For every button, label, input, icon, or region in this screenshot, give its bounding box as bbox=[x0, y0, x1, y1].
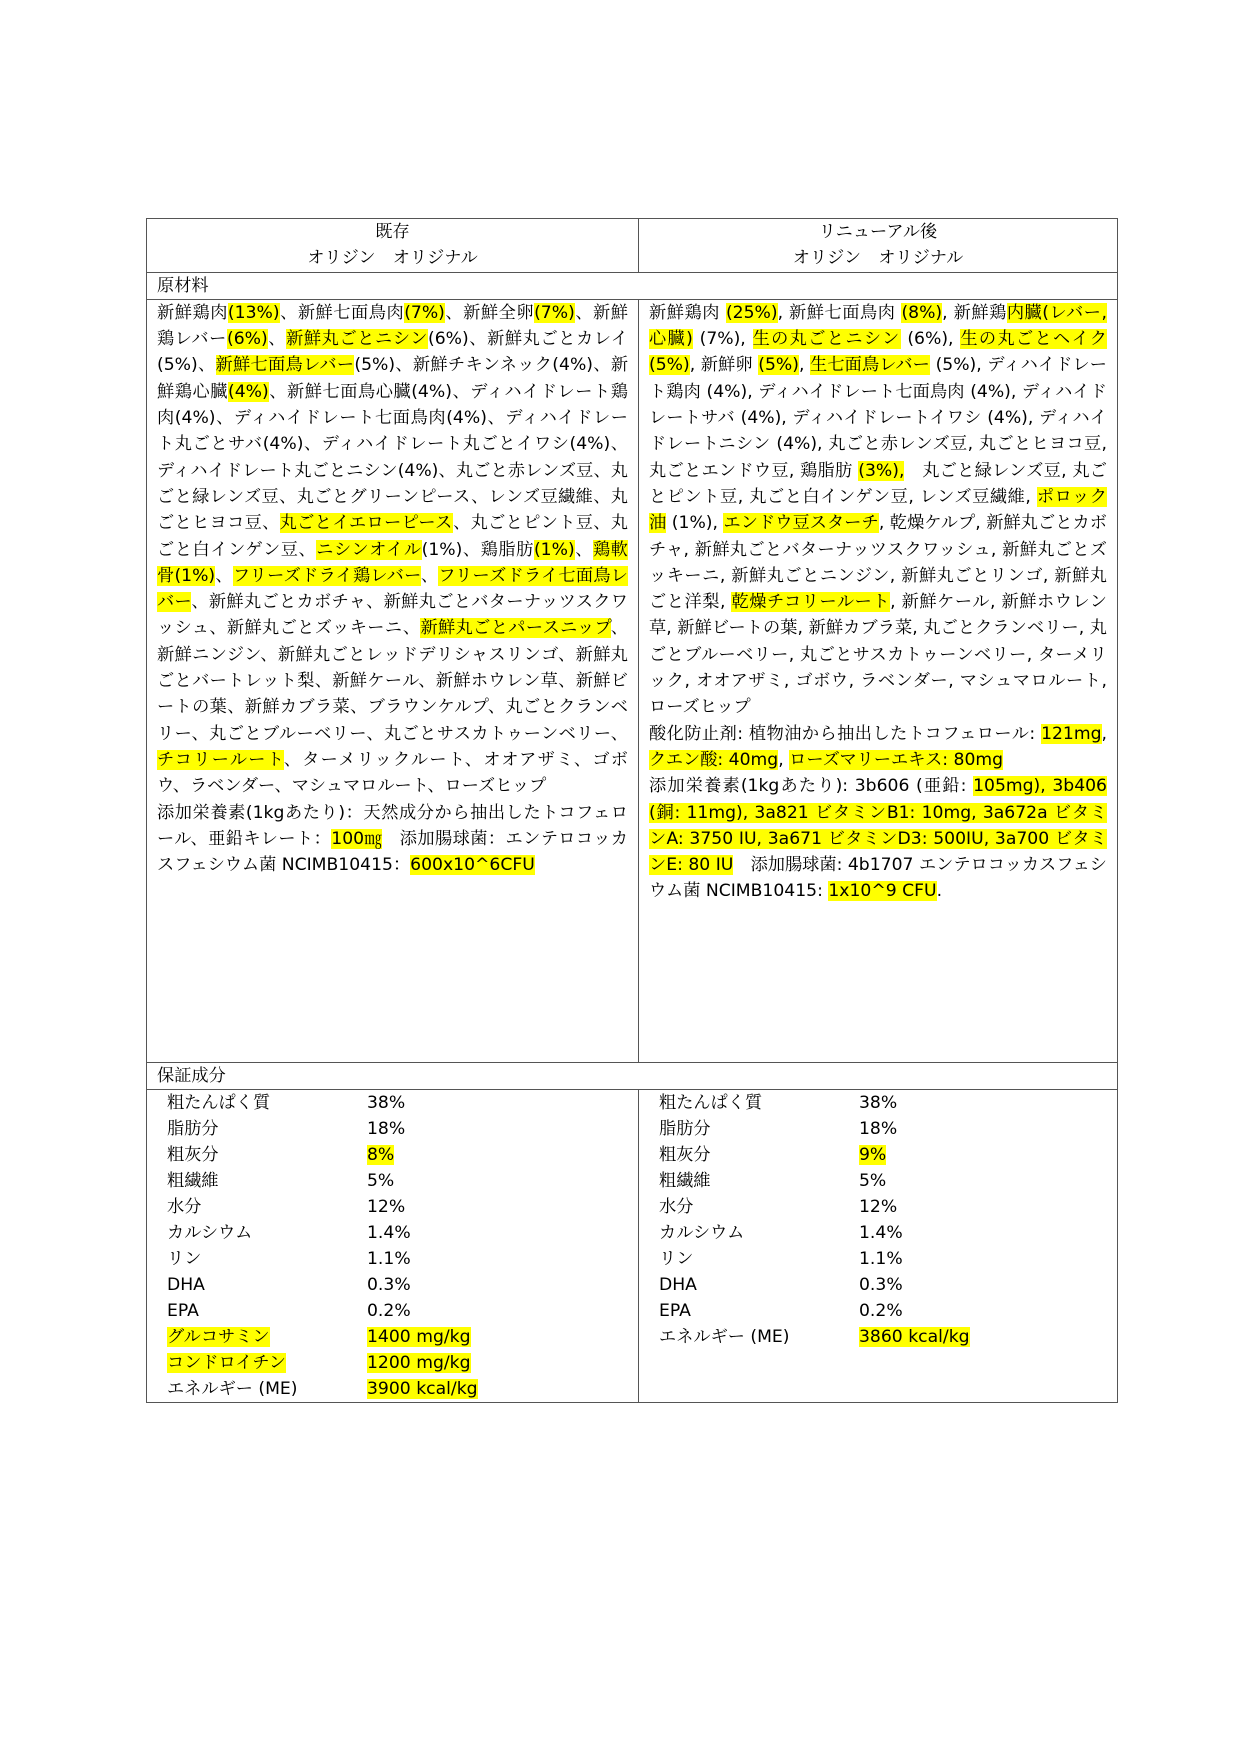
guarantee-label: 保証成分 bbox=[147, 1062, 1118, 1089]
guarantee-value-text: 18% bbox=[859, 1119, 898, 1140]
ingredient-text: 、ターメリックルート、オオアザミ、ゴボウ、ラベンダー、マシュマロルート、ローズヒップ bbox=[157, 749, 628, 797]
highlighted-text: エンドウ豆スターチ bbox=[723, 513, 879, 534]
header-right-line1: リニューアル後 bbox=[818, 222, 938, 242]
ingredient-text: 丸ごと緑レンズ豆, 丸ごとピント豆, 丸ごと白インゲン豆, レンズ豆繊維, bbox=[649, 460, 1107, 507]
guarantee-value-text: 0.3% bbox=[859, 1275, 903, 1296]
guarantee-name-text: リン bbox=[167, 1249, 202, 1270]
guarantee-item bbox=[649, 1142, 1107, 1168]
guarantee-name bbox=[157, 1298, 367, 1324]
ingredient-text: 、新鮮全卵 bbox=[444, 302, 535, 323]
ingredients-label-row bbox=[147, 272, 1118, 299]
guarantee-name bbox=[157, 1090, 367, 1116]
guarantee-item bbox=[157, 1298, 628, 1324]
ingredient-text: 添加腸球菌：エンテロコッカスフェシウム菌 NCIMB10415： bbox=[157, 828, 628, 876]
guarantee-value bbox=[859, 1194, 1107, 1220]
guarantee-name-text: リン bbox=[659, 1249, 694, 1270]
highlighted-text: (25%) bbox=[725, 302, 778, 323]
guarantee-name-text: 水分 bbox=[167, 1197, 202, 1218]
guarantee-value-text: 1200 mg/kg bbox=[367, 1353, 471, 1374]
guarantee-value bbox=[367, 1246, 628, 1272]
guarantee-value bbox=[367, 1376, 628, 1402]
guarantee-value-text: 5% bbox=[859, 1171, 887, 1192]
ingredients-left bbox=[147, 299, 639, 1062]
guarantee-item bbox=[157, 1272, 628, 1298]
highlighted-text: フリーズドライ七面鳥レバー bbox=[157, 565, 628, 613]
guarantee-name-text: 脂肪分 bbox=[659, 1119, 711, 1140]
ingredient-text: , 乾燥ケルプ, 新鮮丸ごとカボチャ, 新鮮丸ごとバターナッツスクワッシュ, 新鮮丸ごとズッキーニ, 新鮮丸ごとニンジン, 新鮮丸ごとリンゴ, 新鮮丸ごと洋梨, bbox=[649, 513, 1107, 613]
guarantee-name-text: グルコサミン bbox=[167, 1327, 270, 1348]
comparison-table bbox=[146, 218, 1118, 1403]
header-row bbox=[147, 219, 1118, 273]
guarantee-item bbox=[649, 1298, 1107, 1324]
highlighted-text: ローズマリーエキス: 80mg bbox=[789, 749, 1004, 770]
ingredient-text: , bbox=[778, 749, 790, 770]
guarantee-item bbox=[649, 1116, 1107, 1142]
guarantee-name bbox=[649, 1324, 859, 1350]
guarantee-name bbox=[157, 1220, 367, 1246]
header-right-line2: オリジン オリジナル bbox=[792, 248, 964, 269]
guarantee-name bbox=[649, 1220, 859, 1246]
ingredient-text: , 新鮮卵 bbox=[689, 355, 759, 376]
ingredient-text: (5%), ディハイドレート鶏肉 (4%), ディハイドレート七面鳥肉 (4%), ディハイドレートサバ (4%), ディハイドレートイワシ (4%), ディハイドレートニシン (4%), 丸ごと赤レンズ豆, 丸ごとヒヨコ豆, 丸ごとエンドウ豆, 鶏脂肪 bbox=[649, 355, 1107, 481]
guarantee-value bbox=[367, 1220, 628, 1246]
guarantee-name bbox=[157, 1116, 367, 1142]
highlighted-text: 121mg bbox=[1041, 723, 1102, 744]
guarantee-name bbox=[649, 1298, 859, 1324]
ingredients-label: 原材料 bbox=[147, 272, 1118, 299]
guarantee-item bbox=[649, 1220, 1107, 1246]
guarantee-value-text: 8% bbox=[367, 1145, 395, 1166]
guarantee-name bbox=[649, 1194, 859, 1220]
guarantee-name-text: エネルギー (ME) bbox=[659, 1327, 790, 1348]
ingredient-text: (1%)、鶏脂肪 bbox=[421, 539, 534, 560]
guarantee-value-text: 1.1% bbox=[859, 1249, 903, 1270]
guarantee-name bbox=[157, 1272, 367, 1298]
ingredient-text: 、新鮮丸ごとカボチャ、新鮮丸ごとバターナッツスクワッシュ、新鮮丸ごとズッキーニ、 bbox=[157, 592, 628, 639]
guarantee-value-text: 9% bbox=[859, 1145, 887, 1166]
header-left-line1: 既存 bbox=[375, 222, 410, 242]
guarantee-value-text: 3860 kcal/kg bbox=[859, 1327, 970, 1348]
guarantee-item bbox=[157, 1168, 628, 1194]
guarantee-value bbox=[859, 1168, 1107, 1194]
guarantee-value bbox=[859, 1142, 1107, 1168]
ingredient-text: 、新鮮七面鳥心臓(4%)、ディハイドレート鶏肉(4%)、ディハイドレート七面鳥肉(4%)、ディハイドレート丸ごとサバ(4%)、ディハイドレート丸ごとイワシ(4%)、ディハイドレート丸ごとニシン(4%)、丸ごと赤レンズ豆、丸ごと緑レンズ豆、丸ごとグリーンピース、レンズ豆繊維、丸ごとヒヨコ豆、 bbox=[157, 381, 628, 534]
guarantee-name bbox=[157, 1350, 367, 1376]
guarantee-name bbox=[157, 1324, 367, 1350]
guarantee-value bbox=[367, 1272, 628, 1298]
guarantee-name-text: EPA bbox=[167, 1301, 199, 1322]
highlighted-text: 新鮮丸ごとニシン bbox=[286, 329, 429, 350]
guarantee-name-text: カルシウム bbox=[659, 1223, 745, 1244]
guarantee-value bbox=[367, 1168, 628, 1194]
ingredient-text: , bbox=[1101, 723, 1107, 744]
highlighted-text: 105mg), 3b406 (銅: 11mg), 3a821 ビタミンB1: 10mg, 3a672a ビタミンA: 3750 IU, 3a671 ビタミンD3: 500IU, 3a700 ビタミンE: 80 IU bbox=[649, 776, 1107, 876]
guarantee-value bbox=[367, 1324, 628, 1350]
highlighted-text: 鶏軟骨(1%) bbox=[157, 539, 628, 586]
guarantee-value bbox=[367, 1194, 628, 1220]
ingredient-text: (6%), bbox=[900, 329, 961, 350]
ingredients-row bbox=[147, 299, 1118, 1062]
ingredient-text: 、 bbox=[420, 565, 439, 586]
guarantee-name bbox=[649, 1142, 859, 1168]
highlighted-text: ポロック油 bbox=[649, 486, 1107, 534]
guarantee-right bbox=[639, 1090, 1118, 1403]
highlighted-text: 600x10^6CFU bbox=[410, 855, 535, 876]
highlighted-text: 新鮮丸ごとパースニップ bbox=[420, 618, 611, 639]
guarantee-value-text: 1.1% bbox=[367, 1249, 411, 1270]
guarantee-item bbox=[157, 1090, 628, 1116]
header-left-line2: オリジン オリジナル bbox=[307, 248, 478, 269]
guarantee-name-text: 粗繊維 bbox=[659, 1171, 711, 1192]
guarantee-row bbox=[147, 1090, 1118, 1403]
highlighted-text: 生七面鳥レバー bbox=[810, 355, 930, 376]
guarantee-value bbox=[859, 1220, 1107, 1246]
guarantee-left bbox=[147, 1090, 639, 1403]
guarantee-name-text: コンドロイチン bbox=[167, 1353, 286, 1374]
guarantee-name bbox=[649, 1246, 859, 1272]
ingredient-text: (6%)、新鮮丸ごとカレイ(5%)、 bbox=[157, 329, 628, 376]
guarantee-name bbox=[649, 1168, 859, 1194]
guarantee-name-text: 粗たんぱく質 bbox=[167, 1093, 271, 1114]
guarantee-name bbox=[649, 1272, 859, 1298]
guarantee-value-text: 3900 kcal/kg bbox=[367, 1379, 478, 1400]
highlighted-text: (3%), bbox=[858, 460, 905, 481]
ingredient-text: 添加栄養素(1kgあたり)：天然成分から抽出したトコフェロール、亜鉛キレート： bbox=[157, 802, 628, 849]
guarantee-item bbox=[649, 1090, 1107, 1116]
ingredient-text: 、新鮮ニンジン、新鮮丸ごとレッドデリシャスリンゴ、新鮮丸ごとバートレット梨、新鮮ケール、新鮮ホウレン草、新鮮ビートの葉、新鮮カブラ菜、ブラウンケルプ、丸ごとクランベリー、丸ごとブルーベリー、丸ごとサスカトゥーンベリー、 bbox=[157, 618, 628, 744]
guarantee-value-text: 5% bbox=[367, 1171, 395, 1192]
guarantee-item bbox=[157, 1194, 628, 1220]
guarantee-value-text: 0.2% bbox=[859, 1301, 903, 1322]
ingredient-text: (7%), bbox=[692, 329, 753, 350]
guarantee-value-text: 0.3% bbox=[367, 1275, 411, 1296]
highlighted-text: 丸ごとイエローピース bbox=[279, 513, 454, 534]
ingredient-text: 、 bbox=[267, 329, 287, 350]
highlighted-text: クエン酸: 40mg bbox=[649, 749, 779, 770]
guarantee-value-text: 18% bbox=[367, 1119, 406, 1140]
guarantee-name bbox=[157, 1246, 367, 1272]
ingredient-text: (5%)、新鮮チキンネック(4%)、新鮮鶏心臓 bbox=[157, 355, 629, 402]
guarantee-item bbox=[157, 1220, 628, 1246]
highlighted-text: 100㎎ bbox=[331, 828, 383, 849]
guarantee-item bbox=[157, 1246, 628, 1272]
guarantee-name-text: カルシウム bbox=[167, 1223, 253, 1244]
guarantee-item bbox=[649, 1168, 1107, 1194]
highlighted-text: (1%) bbox=[533, 539, 575, 560]
guarantee-item bbox=[649, 1194, 1107, 1220]
highlighted-text: (6%) bbox=[226, 329, 268, 350]
guarantee-label-row bbox=[147, 1062, 1118, 1089]
ingredient-text: 、新鮮鶏レバー bbox=[157, 302, 628, 350]
guarantee-name bbox=[649, 1090, 859, 1116]
guarantee-value bbox=[367, 1350, 628, 1376]
guarantee-name-text: 粗灰分 bbox=[659, 1145, 711, 1166]
highlighted-text: 新鮮七面鳥レバー bbox=[215, 355, 355, 376]
highlighted-text: 生の丸ごとヘイク(5%) bbox=[649, 329, 1107, 376]
guarantee-name bbox=[157, 1142, 367, 1168]
guarantee-value bbox=[859, 1298, 1107, 1324]
ingredient-text: 添加腸球菌: 4b1707 エンテロコッカスフェシウム菌 NCIMB10415: bbox=[649, 855, 1107, 902]
ingredient-text: 酸化防止剤: 植物油から抽出したトコフェロール: bbox=[649, 723, 1042, 744]
guarantee-name-text: エネルギー (ME) bbox=[167, 1379, 298, 1400]
highlighted-text: 1x10^9 CFU bbox=[828, 881, 937, 902]
guarantee-value bbox=[859, 1116, 1107, 1142]
guarantee-item bbox=[649, 1272, 1107, 1298]
guarantee-value-text: 1400 mg/kg bbox=[367, 1327, 471, 1348]
ingredient-text: 、丸ごとピント豆、丸ごと白インゲン豆、 bbox=[157, 513, 628, 560]
guarantee-name-text: 粗灰分 bbox=[167, 1145, 219, 1166]
guarantee-name-text: EPA bbox=[659, 1301, 691, 1322]
guarantee-value-text: 0.2% bbox=[367, 1301, 411, 1322]
guarantee-item bbox=[157, 1350, 628, 1376]
ingredient-text: 、 bbox=[574, 539, 594, 560]
ingredient-text: 、 bbox=[215, 565, 233, 586]
header-left bbox=[147, 219, 639, 273]
highlighted-text: (7%) bbox=[534, 302, 575, 323]
guarantee-value bbox=[859, 1272, 1107, 1298]
guarantee-value-text: 1.4% bbox=[367, 1223, 411, 1244]
highlighted-text: (4%) bbox=[228, 381, 269, 402]
guarantee-value-text: 38% bbox=[859, 1093, 898, 1114]
guarantee-item bbox=[157, 1376, 628, 1402]
guarantee-value bbox=[367, 1298, 628, 1324]
highlighted-text: (8%) bbox=[901, 302, 943, 323]
guarantee-name bbox=[157, 1194, 367, 1220]
guarantee-item bbox=[649, 1246, 1107, 1272]
guarantee-value-text: 12% bbox=[859, 1197, 898, 1218]
guarantee-value bbox=[367, 1116, 628, 1142]
highlighted-text: (5%) bbox=[758, 355, 799, 376]
guarantee-value bbox=[859, 1324, 1107, 1350]
guarantee-name-text: 粗繊維 bbox=[167, 1171, 219, 1192]
header-right bbox=[639, 219, 1118, 273]
guarantee-name-text: DHA bbox=[167, 1275, 205, 1296]
ingredient-text: (1%), bbox=[666, 513, 724, 534]
guarantee-name bbox=[157, 1168, 367, 1194]
guarantee-item bbox=[157, 1142, 628, 1168]
guarantee-name bbox=[157, 1376, 367, 1402]
ingredient-text: , 新鮮七面鳥肉 bbox=[777, 302, 902, 323]
highlighted-text: (7%) bbox=[404, 302, 445, 323]
guarantee-name-text: 水分 bbox=[659, 1197, 694, 1218]
highlighted-text: 乾燥チコリールート bbox=[731, 592, 891, 613]
ingredient-text: 添加栄養素(1kgあたり): 3b606 (亜鉛: bbox=[649, 776, 974, 797]
ingredient-text: . bbox=[936, 881, 943, 902]
highlighted-text: ニシンオイル bbox=[316, 539, 422, 560]
ingredient-text: 、新鮮七面鳥肉 bbox=[279, 302, 405, 323]
guarantee-name bbox=[649, 1116, 859, 1142]
guarantee-value-text: 1.4% bbox=[859, 1223, 903, 1244]
ingredients-right bbox=[639, 299, 1118, 1062]
guarantee-item bbox=[157, 1116, 628, 1142]
ingredient-text: 新鮮鶏肉 bbox=[649, 302, 726, 323]
guarantee-value-text: 38% bbox=[367, 1093, 406, 1114]
ingredient-text: , 新鮮鶏 bbox=[942, 302, 1007, 323]
highlighted-text: 生の丸ごとニシン bbox=[752, 329, 901, 350]
guarantee-value bbox=[367, 1142, 628, 1168]
guarantee-value-text: 12% bbox=[367, 1197, 406, 1218]
ingredient-text: 新鮮鶏肉 bbox=[157, 302, 228, 323]
guarantee-name-text: 粗たんぱく質 bbox=[659, 1093, 763, 1114]
highlighted-text: (13%) bbox=[227, 302, 280, 323]
guarantee-value bbox=[859, 1246, 1107, 1272]
guarantee-item bbox=[649, 1324, 1107, 1350]
guarantee-item bbox=[157, 1324, 628, 1350]
guarantee-value bbox=[367, 1090, 628, 1116]
guarantee-value bbox=[859, 1090, 1107, 1116]
ingredient-text: , bbox=[798, 355, 811, 376]
highlighted-text: 内臓(レバー, 心臓) bbox=[649, 302, 1107, 350]
guarantee-name-text: DHA bbox=[659, 1275, 697, 1296]
ingredient-text: , 新鮮ケール, 新鮮ホウレン草, 新鮮ビートの葉, 新鮮カブラ菜, 丸ごとクランベリー, 丸ごとブルーベリー, 丸ごとサスカトゥーンベリー, ターメリック, オオアザミ, ゴボウ, ラベンダー, マシュマロルート, ローズヒップ bbox=[649, 592, 1107, 718]
highlighted-text: チコリールート bbox=[157, 749, 284, 770]
guarantee-name-text: 脂肪分 bbox=[167, 1119, 219, 1140]
highlighted-text: フリーズドライ鶏レバー bbox=[232, 565, 421, 586]
